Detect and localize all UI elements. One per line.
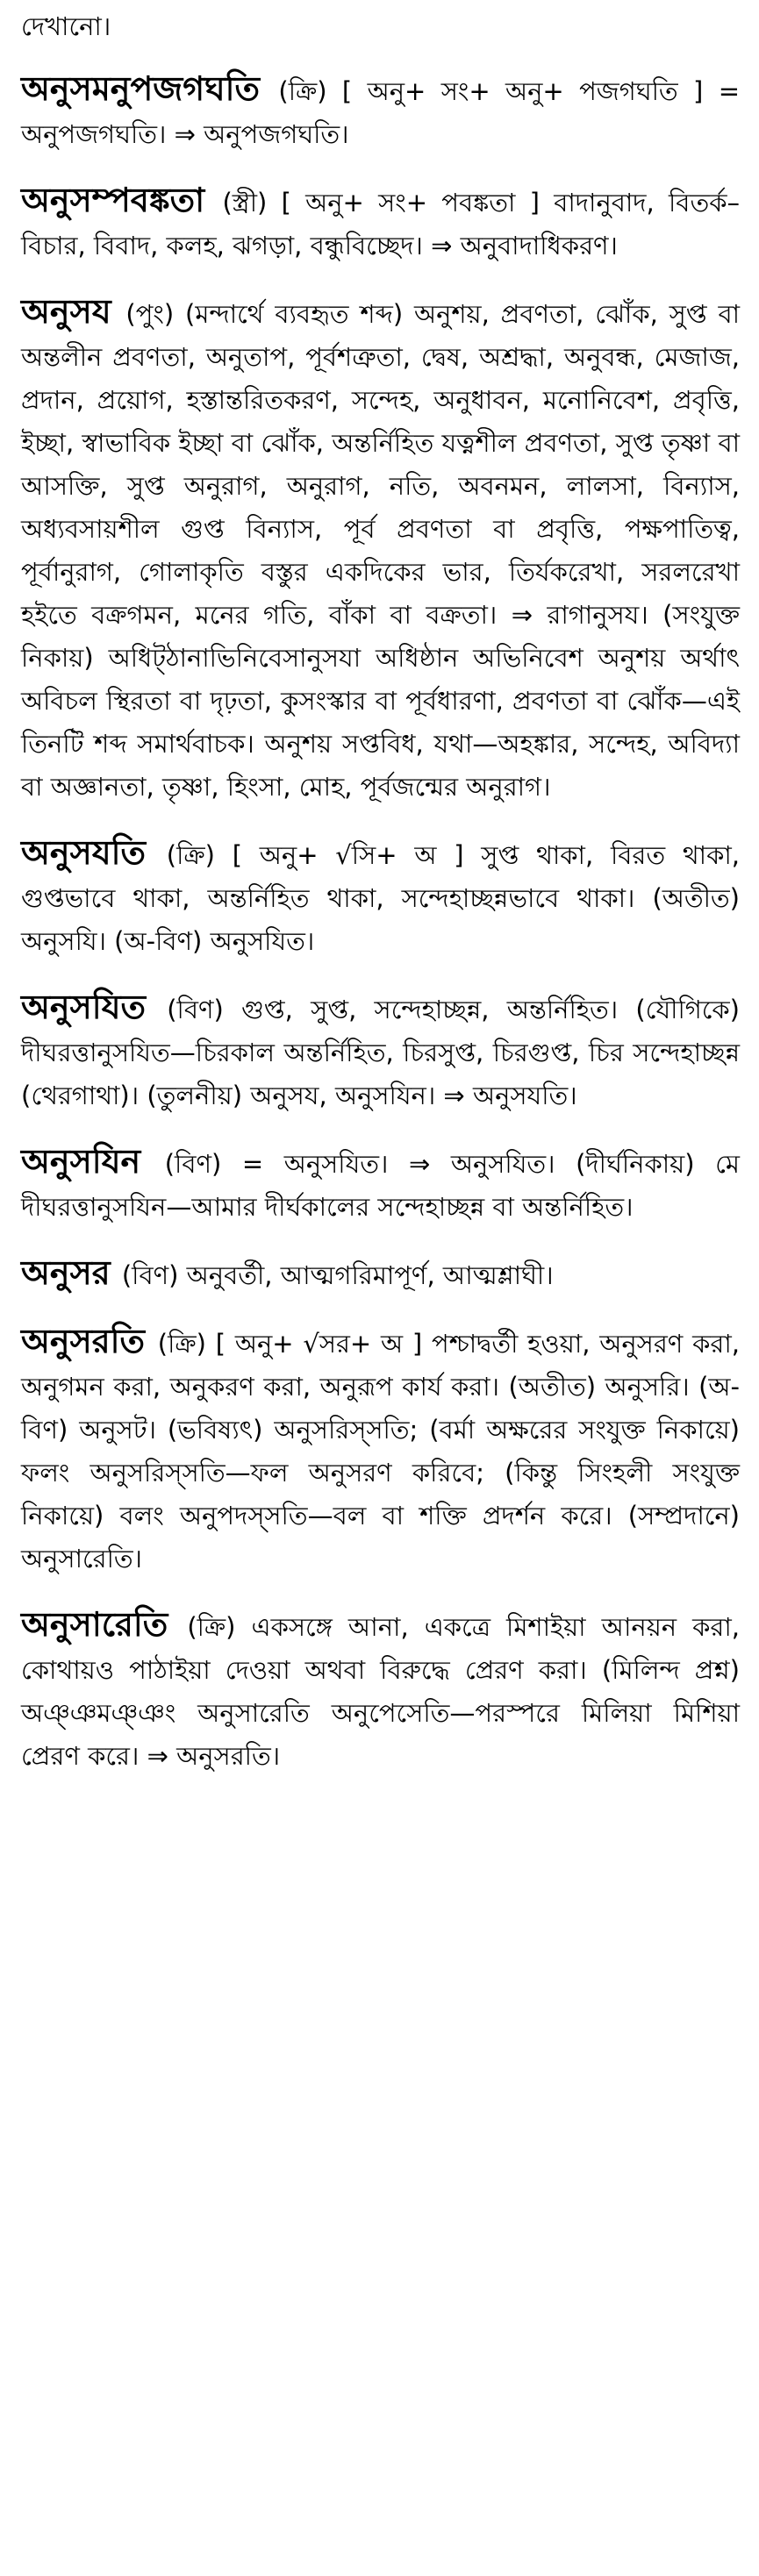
entry-anusampavankata (21, 179, 740, 268)
definition: (ক্রি) [ অনু+ √সি+ অ ] সুপ্ত থাকা, বিরত থাকা, গুপ্তভাবে থাকা, অন্তর্নিহিত থাকা, সন্দেহাচ্ছন্নভাবে থাকা। (অতীত) অনুসযি। (অ-বিণ) অনুসযিত। (21, 840, 740, 956)
definition: (বিণ) গুপ্ত, সুপ্ত, সন্দেহাচ্ছন্ন, অন্তর্নিহিত। (যৌগিকে) দীঘরত্তানুসযিত—চিরকাল অন্তর্নিহিত, চিরসুপ্ত, চিরগুপ্ত, চির সন্দেহাচ্ছন্ন (থেরগাথা)। (তুলনীয়) অনুসয, অনুসযিন। ⇒ অনুসযতি। (21, 995, 740, 1110)
entry-anusara (21, 1252, 740, 1297)
entry-anusaya (21, 290, 740, 809)
entry-anusayita (21, 986, 740, 1117)
definition: (পুং) (মন্দার্থে ব্যবহৃত শব্দ) অনুশয়, প্রবণতা, ঝোঁক, সুপ্ত বা অন্তলীন প্রবণতা, অনুতাপ, পূর্বশত্রুতা, দ্বেষ, অশ্রদ্ধা, অনুবন্ধ, মেজাজ, প্রদান, প্রয়োগ, হস্তান্তরিতকরণ, সন্দেহ, অনুধাবন, মনোনিবেশ, প্রবৃত্তি, ইচ্ছা, স্বাভাবিক ইচ্ছা বা ঝোঁক, অন্তর্নিহিত যত্নশীল প্রবণতা, সুপ্ত তৃষ্ণা বা আসক্তি, সুপ্ত অনুরাগ, অনুরাগ, নতি, অবনমন, লালসা, বিন্যাস, অধ্যবসায়শীল গুপ্ত বিন্যাস, পূর্ব প্রবণতা বা প্রবৃত্তি, পক্ষপাতিত্ব, পূর্বানুরাগ, গোলাকৃতি বস্তুর একদিকের ভার, তির্যকরেখা, সরলরেখা হইতে বক্রগমন, মনের গতি, বাঁকা বা বক্রতা। ⇒ রাগানুসয। (সংযুক্ত নিকায়) অধিট্ঠানাভিনিবেসানুসযা অধিষ্ঠান অভিনিবেশ অনুশয় অর্থাৎ অবিচল স্থিরতা বা দৃঢ়তা, কুসংস্কার বা পূর্বধারণা, প্রবণতা বা ঝোঁক—এই তিনটি শব্দ সমার্থবাচক। অনুশয় সপ্তবিধ, যথা—অহঙ্কার, সন্দেহ, অবিদ্যা বা অজ্ঞানতা, তৃষ্ণা, হিংসা, মোহ, পূর্বজন্মের অনুরাগ। (21, 299, 740, 802)
entry-anusayati (21, 831, 740, 963)
headword: অনুসম্পবঙ্কতা (21, 181, 223, 219)
headword: অনুসমনুপজগঘতি (21, 69, 279, 108)
headword: অনুসযিত (21, 988, 168, 1026)
continuation-text: দেখানো। (21, 11, 111, 41)
headword: অনুসযিন (21, 1142, 165, 1181)
definition: (স্ত্রী) [ অনু+ সং+ পবঙ্কতা ] বাদানুবাদ, বিতর্ক–বিচার, বিবাদ, কলহ, ঝগড়া, বন্ধুবিচ্ছেদ। ⇒ অনুবাদাধিকরণ। (21, 188, 740, 260)
headword: অনুসয (21, 292, 126, 331)
headword: অনুসারেতি (21, 1605, 188, 1644)
definition: (বিণ) অনুবর্তী, আত্মগরিমাপূর্ণ, আত্মশ্লাঘী। (121, 1260, 554, 1290)
definition: (ক্রি) [ অনু+ সং+ অনু+ পজগঘতি ] = অনুপজগঘতি। ⇒ অনুপজগঘতি। (21, 76, 740, 149)
entry-anusamanupajagaghati (21, 68, 740, 156)
definition: (ক্রি) [ অনু+ √সর+ অ ] পশ্চাদ্বর্তী হওয়া, অনুসরণ করা, অনুগমন করা, অনুকরণ করা, অনুরূপ কার্য করা। (অতীত) অনুসরি। (অ-বিণ) অনুসট। (ভবিষ্যৎ) অনুসরিস্সতি; (বর্মা অক্ষরের সংযুক্ত নিকায়ে) ফলং অনুসরিস্সতি—ফল অনুসরণ করিবে; (কিন্তু সিংহলী সংযুক্ত নিকায়ে) বলং অনুপদস্সতি—বল বা শক্তি প্রদর্শন করে। (সম্প্রদানে) অনুসারেতি। (21, 1329, 740, 1573)
entry-anusarati (21, 1320, 740, 1581)
entry-anusareti (21, 1603, 740, 1778)
headword: অনুসরতি (21, 1322, 158, 1360)
definition: (বিণ) = অনুসযিত। ⇒ অনুসযিত। (দীর্ঘনিকায়) মে দীঘরত্তানুসযিন—আমার দীর্ঘকালের সন্দেহাচ্ছন্ন বা অন্তর্নিহিত। (21, 1149, 740, 1222)
entry-anusayin (21, 1140, 740, 1229)
definition: (ক্রি) একসঙ্গে আনা, একত্রে মিশাইয়া আনয়ন করা, কোথায়ও পাঠাইয়া দেওয়া অথবা বিরুদ্ধে প্রেরণ করা। (মিলিন্দ প্রশ্ন) অঞ্ঞমঞ্ঞং অনুসারেতি অনুপেসেতি—পরস্পরে মিলিয়া মিশিয়া প্রেরণ করে। ⇒ অনুসরতি। (21, 1612, 740, 1771)
headword: অনুসর (21, 1253, 122, 1292)
headword: অনুসযতি (21, 833, 167, 872)
